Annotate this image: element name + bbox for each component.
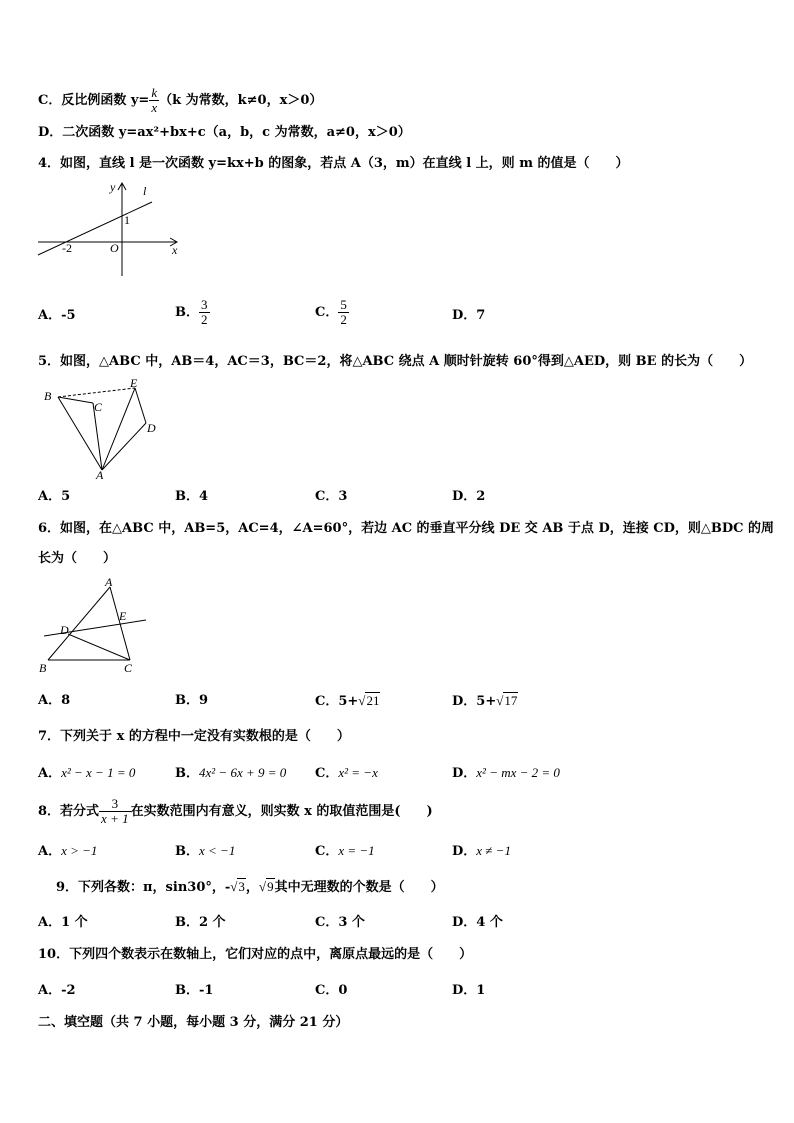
q4-line-l <box>38 202 152 255</box>
q3-option-d: D．二次函数 y=ax²+bx+c（a，b，c 为常数，a≠0，x＞0） <box>38 125 411 140</box>
q8-option-d: D．x ≠ −1 <box>452 843 511 859</box>
q5-option-b: B．4 <box>175 489 209 504</box>
q5-option-a: A．5 <box>38 489 71 504</box>
q4-option-a: A．-5 <box>38 308 76 323</box>
q8-option-a: A．x > −1 <box>38 843 98 859</box>
svg-text:D: D <box>147 421 156 435</box>
q6-option-b: B．9 <box>175 693 209 708</box>
q10-stem: 10．下列四个数表示在数轴上，它们对应的点中，离原点最远的是（ ） <box>38 947 473 962</box>
q10-option-b: B．-1 <box>175 983 214 998</box>
q4-figure <box>36 180 186 280</box>
svg-text:D: D <box>60 623 69 637</box>
q6-option-a: A．8 <box>38 693 71 708</box>
section2-title: 二、填空题（共 7 小题，每小题 3 分，满分 21 分） <box>38 1015 349 1030</box>
svg-text:C: C <box>124 661 133 675</box>
q6-option-c: C．5+√21 <box>315 693 380 709</box>
q9-option-a: A．1 个 <box>38 915 88 930</box>
svg-text:E: E <box>130 376 138 390</box>
q4-label-l: l <box>143 184 147 198</box>
q4-option-c: C． $\frac{5}{2}$ <box>315 297 347 327</box>
q4-stem: 4．如图，直线 l 是一次函数 y=kx+b 的图象，若点 A（3，m）在直线 l 上，则 m 的值是（ ） <box>38 156 629 171</box>
q3-option-c: C．反比例函数 y= $\frac{k}{x}$ （k 为常数，k≠0，x＞0） <box>38 85 323 115</box>
q9-option-c: C．3 个 <box>315 915 365 930</box>
q9-option-b: B．2 个 <box>175 915 226 930</box>
q8-stem: 8．若分式 $\frac{3}{x + 1}$ 在实数范围内有意义，则实数 x 的取值范围是( ) <box>38 796 433 826</box>
q8-option-b: B．x < −1 <box>175 843 236 859</box>
q4-label-o: O <box>110 241 119 255</box>
q6-stem-line1: 6．如图，在△ABC 中，AB=5，AC=4，∠A=60°，若边 AC 的垂直平分线 DE 交 AB 于点 D，连接 CD，则△BDC 的周 <box>38 521 774 536</box>
svg-text:C: C <box>94 400 103 414</box>
q5-stem: 5．如图，△ABC 中，AB＝4，AC＝3，BC＝2，将△ABC 绕点 A 顺时针旋转 60°得到△AED，则 BE 的长为（ ） <box>38 354 753 369</box>
q7-stem: 7．下列关于 x 的方程中一定没有实数根的是（ ） <box>38 729 350 744</box>
q10-option-c: C．0 <box>315 983 348 998</box>
q3-c-fraction: $\frac{k}{x}$ <box>151 85 158 115</box>
q5-option-d: D．2 <box>452 489 486 504</box>
q7-option-c: C．x² = −x <box>315 765 378 781</box>
q4-option-d: D．7 <box>452 308 486 323</box>
q6-stem-line2: 长为（ ） <box>38 551 117 566</box>
q6-option-d: D．5+√17 <box>452 693 518 709</box>
q7-option-d: D．x² − mx − 2 = 0 <box>452 765 560 781</box>
q6-figure <box>38 574 153 679</box>
q7-option-a: A．x² − x − 1 = 0 <box>38 765 136 781</box>
q10-option-a: A．-2 <box>38 983 76 998</box>
q8-option-c: C．x = −1 <box>315 843 375 859</box>
svg-text:A: A <box>105 575 113 589</box>
q4-label-x: x <box>172 243 178 257</box>
svg-text:E: E <box>119 609 127 623</box>
q8-fraction: $\frac{3}{x + 1}$ <box>101 796 129 826</box>
q9-option-d: D．4 个 <box>452 915 503 930</box>
q10-option-d: D．1 <box>452 983 486 998</box>
q5-segment-be <box>58 388 135 397</box>
q4-label-1: 1 <box>124 213 130 227</box>
q5-figure <box>38 375 163 480</box>
q4-option-b: B． $\frac{3}{2}$ <box>175 297 208 327</box>
q7-option-b: B．4x² − 6x + 9 = 0 <box>175 765 287 781</box>
q4-label-y: y <box>110 180 116 194</box>
q4-label-neg2: -2 <box>62 241 72 255</box>
svg-text:A: A <box>96 468 104 480</box>
q5-option-c: C．3 <box>315 489 348 504</box>
q9-stem: 9．下列各数：π，sin30°，-√3，√9其中无理数的个数是（ ） <box>56 879 444 895</box>
svg-text:B: B <box>39 661 47 675</box>
svg-text:B: B <box>44 389 52 403</box>
